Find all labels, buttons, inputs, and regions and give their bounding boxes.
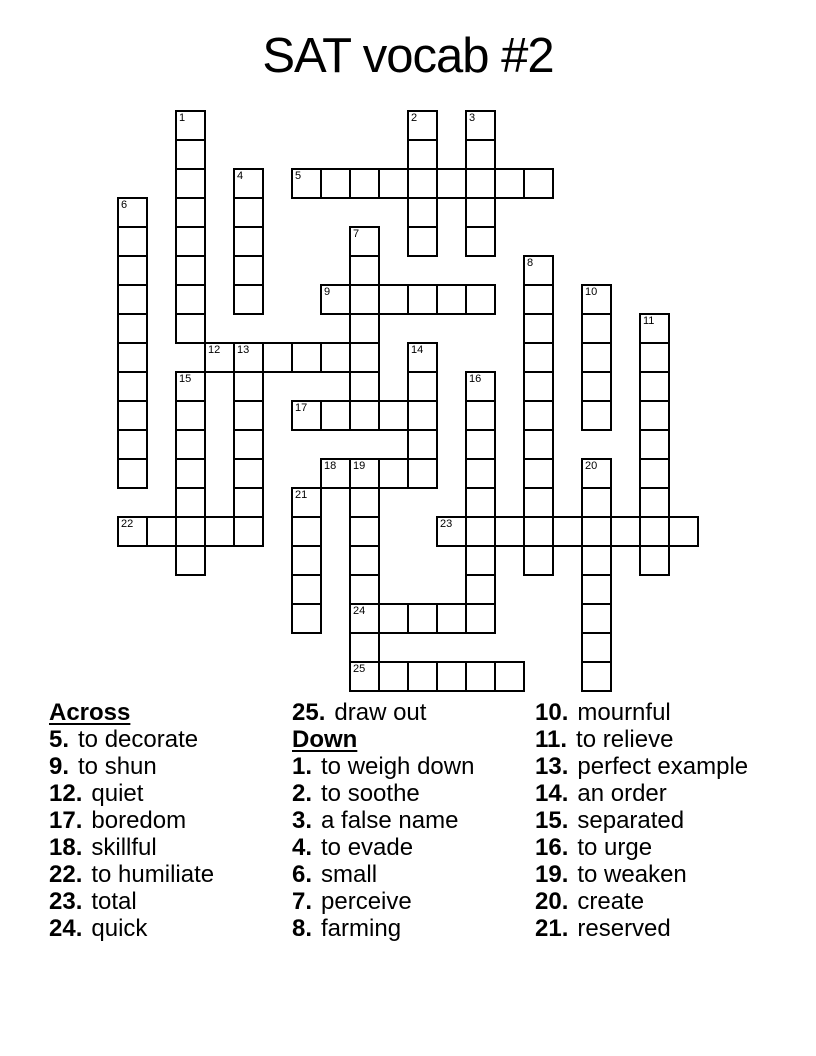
grid-cell <box>523 429 554 460</box>
grid-cell <box>291 168 322 199</box>
clue-text: separated <box>577 807 685 834</box>
grid-cell <box>581 661 612 692</box>
clue-item <box>292 807 534 834</box>
grid-cell <box>233 197 264 228</box>
clue-item <box>535 861 777 888</box>
cell-number: 11 <box>643 315 655 327</box>
cell-number: 25 <box>353 663 366 675</box>
grid-cell <box>407 197 438 228</box>
grid-cell <box>175 313 206 344</box>
grid-cell <box>465 226 496 257</box>
clues-column-3 <box>535 699 777 942</box>
grid-cell <box>291 574 322 605</box>
grid-cell <box>117 458 148 489</box>
grid-cell <box>291 400 322 431</box>
grid-cell <box>639 429 670 460</box>
grid-cell <box>349 487 380 518</box>
clue-text: to weigh down <box>321 753 475 780</box>
grid-cell <box>494 516 525 547</box>
clue-number: 24. <box>49 915 83 942</box>
cell-number: 14 <box>411 344 424 356</box>
clue-item <box>292 699 534 726</box>
grid-cell <box>523 458 554 489</box>
clue-text: reserved <box>577 915 671 942</box>
grid-cell <box>465 110 496 141</box>
cell-number: 19 <box>353 460 366 472</box>
cell-number: 24 <box>353 605 366 617</box>
grid-cell <box>581 603 612 634</box>
grid-cell <box>668 516 699 547</box>
grid-cell <box>349 574 380 605</box>
grid-cell <box>523 545 554 576</box>
grid-cell <box>581 458 612 489</box>
grid-cell <box>581 574 612 605</box>
grid-cell <box>175 226 206 257</box>
grid-cell <box>639 400 670 431</box>
clue-text: create <box>577 888 645 915</box>
grid-cell <box>204 516 235 547</box>
grid-cell <box>523 284 554 315</box>
grid-cell <box>349 661 380 692</box>
grid-cell <box>349 516 380 547</box>
clue-item <box>535 807 777 834</box>
cell-number: 2 <box>411 112 418 124</box>
clue-item <box>535 834 777 861</box>
clue-text: to humiliate <box>91 861 215 888</box>
clue-number: 19. <box>535 861 569 888</box>
grid-cell <box>175 487 206 518</box>
clue-number: 11. <box>535 726 568 753</box>
cell-number: 22 <box>121 518 134 530</box>
grid-cell <box>581 342 612 373</box>
puzzle-title: SAT vocab #2 <box>262 29 554 83</box>
grid-cell <box>639 487 670 518</box>
grid-cell <box>494 168 525 199</box>
grid-cell <box>233 400 264 431</box>
grid-cell <box>465 197 496 228</box>
grid-cell <box>552 516 583 547</box>
cell-number: 3 <box>469 112 476 124</box>
clues-across-header: Across <box>49 699 131 726</box>
clue-item <box>49 915 291 942</box>
grid-cell <box>436 661 467 692</box>
grid-cell <box>349 632 380 663</box>
clue-item <box>292 915 534 942</box>
clue-number: 7. <box>292 888 313 915</box>
grid-cell <box>407 342 438 373</box>
clue-number: 13. <box>535 753 569 780</box>
grid-cell <box>291 342 322 373</box>
grid-cell <box>175 168 206 199</box>
clue-item <box>535 780 777 807</box>
grid-cell <box>523 371 554 402</box>
grid-cell <box>407 371 438 402</box>
cell-number: 13 <box>237 344 250 356</box>
grid-cell <box>233 458 264 489</box>
grid-cell <box>581 313 612 344</box>
cell-number: 9 <box>324 286 331 298</box>
clue-text: small <box>321 861 378 888</box>
grid-cell <box>523 313 554 344</box>
clue-item <box>49 807 291 834</box>
grid-cell <box>610 516 641 547</box>
clue-number: 17. <box>49 807 83 834</box>
clues-column-1 <box>49 699 291 942</box>
grid-cell <box>581 516 612 547</box>
grid-cell <box>320 400 351 431</box>
clue-number: 4. <box>292 834 313 861</box>
cell-number: 23 <box>440 518 453 530</box>
grid-cell <box>349 400 380 431</box>
clue-item <box>535 726 777 753</box>
grid-cell <box>407 168 438 199</box>
grid-cell <box>175 429 206 460</box>
grid-cell <box>465 371 496 402</box>
grid-cell <box>581 284 612 315</box>
clue-number: 21. <box>535 915 569 942</box>
clue-number: 20. <box>535 888 569 915</box>
grid-cell <box>494 661 525 692</box>
grid-cell <box>378 603 409 634</box>
cell-number: 5 <box>295 170 302 182</box>
clue-number: 22. <box>49 861 83 888</box>
grid-cell <box>407 110 438 141</box>
grid-cell <box>233 168 264 199</box>
grid-cell <box>378 284 409 315</box>
grid-cell <box>320 342 351 373</box>
grid-cell <box>291 545 322 576</box>
grid-cell <box>175 458 206 489</box>
grid-cell <box>465 545 496 576</box>
clue-text: to evade <box>321 834 414 861</box>
grid-cell <box>349 226 380 257</box>
grid-cell <box>407 458 438 489</box>
clue-text: to relieve <box>576 726 674 753</box>
grid-cell <box>523 487 554 518</box>
grid-cell <box>407 400 438 431</box>
grid-cell <box>117 226 148 257</box>
cell-number: 17 <box>295 402 308 414</box>
grid-cell <box>639 458 670 489</box>
grid-cell <box>523 400 554 431</box>
clue-text: perfect example <box>577 753 749 780</box>
grid-cell <box>175 255 206 286</box>
clue-text: perceive <box>321 888 412 915</box>
clue-number: 12. <box>49 780 83 807</box>
clue-number: 6. <box>292 861 313 888</box>
grid-cell <box>639 516 670 547</box>
clue-number: 1. <box>292 753 313 780</box>
grid-cell <box>407 139 438 170</box>
clue-number: 8. <box>292 915 313 942</box>
grid-cell <box>349 545 380 576</box>
clue-text: total <box>91 888 137 915</box>
grid-cell <box>407 226 438 257</box>
grid-cell <box>407 429 438 460</box>
grid-cell <box>117 516 148 547</box>
clue-text: farming <box>321 915 402 942</box>
clue-item <box>292 753 534 780</box>
clue-number: 14. <box>535 780 569 807</box>
grid-cell <box>233 226 264 257</box>
clue-number: 2. <box>292 780 313 807</box>
crossword-grid <box>117 110 700 692</box>
grid-cell <box>581 487 612 518</box>
clue-item <box>535 915 777 942</box>
clues-down-header: Down <box>292 726 358 753</box>
grid-cell <box>465 429 496 460</box>
grid-cell <box>233 516 264 547</box>
grid-cell <box>233 255 264 286</box>
clue-number: 25. <box>292 699 326 726</box>
grid-cell <box>233 284 264 315</box>
cell-number: 21 <box>295 489 308 501</box>
clue-text: to urge <box>577 834 653 861</box>
clue-item <box>535 888 777 915</box>
grid-cell <box>581 545 612 576</box>
grid-cell <box>349 284 380 315</box>
clue-text: to shun <box>78 753 157 780</box>
clue-text: to soothe <box>321 780 420 807</box>
grid-cell <box>378 458 409 489</box>
grid-cell <box>465 487 496 518</box>
grid-cell <box>523 168 554 199</box>
clue-text: draw out <box>334 699 427 726</box>
grid-cell <box>639 342 670 373</box>
cell-number: 16 <box>469 373 482 385</box>
grid-cell <box>407 284 438 315</box>
grid-cell <box>117 371 148 402</box>
grid-cell <box>436 603 467 634</box>
grid-cell <box>349 342 380 373</box>
grid-cell <box>291 487 322 518</box>
clue-text: mournful <box>577 699 671 726</box>
cell-number: 6 <box>121 199 128 211</box>
grid-cell <box>320 284 351 315</box>
grid-cell <box>407 603 438 634</box>
grid-cell <box>378 661 409 692</box>
clue-item <box>535 753 777 780</box>
clue-item <box>49 780 291 807</box>
cell-number: 20 <box>585 460 598 472</box>
grid-cell <box>523 255 554 286</box>
clue-text: to weaken <box>577 861 687 888</box>
grid-cell <box>465 168 496 199</box>
grid-cell <box>465 284 496 315</box>
clue-text: an order <box>577 780 667 807</box>
grid-cell <box>146 516 177 547</box>
grid-cell <box>117 197 148 228</box>
clue-number: 5. <box>49 726 70 753</box>
grid-cell <box>378 400 409 431</box>
clue-number: 16. <box>535 834 569 861</box>
grid-cell <box>320 168 351 199</box>
clue-text: a false name <box>321 807 459 834</box>
grid-cell <box>175 400 206 431</box>
clue-item <box>292 780 534 807</box>
clue-item <box>49 726 291 753</box>
clue-number: 15. <box>535 807 569 834</box>
clue-item <box>49 888 291 915</box>
clue-item <box>49 834 291 861</box>
grid-cell <box>407 661 438 692</box>
clues-column-2 <box>292 699 534 942</box>
grid-cell <box>349 603 380 634</box>
grid-cell <box>117 429 148 460</box>
grid-cell <box>233 429 264 460</box>
grid-cell <box>349 168 380 199</box>
clue-item <box>49 861 291 888</box>
grid-cell <box>175 284 206 315</box>
grid-cell <box>175 371 206 402</box>
cell-number: 18 <box>324 460 337 472</box>
grid-cell <box>117 313 148 344</box>
grid-cell <box>436 168 467 199</box>
grid-cell <box>581 632 612 663</box>
clue-text: quick <box>91 915 148 942</box>
grid-cell <box>436 284 467 315</box>
cell-number: 4 <box>237 170 244 182</box>
cell-number: 7 <box>353 228 360 240</box>
grid-cell <box>291 603 322 634</box>
grid-cell <box>349 458 380 489</box>
grid-cell <box>117 255 148 286</box>
grid-cell <box>465 516 496 547</box>
clue-number: 9. <box>49 753 70 780</box>
cell-number: 10 <box>585 286 598 298</box>
cell-number: 12 <box>208 344 221 356</box>
clue-number: 3. <box>292 807 313 834</box>
grid-cell <box>233 371 264 402</box>
grid-cell <box>233 342 264 373</box>
grid-cell <box>436 516 467 547</box>
grid-cell <box>639 313 670 344</box>
grid-cell <box>175 110 206 141</box>
grid-cell <box>320 458 351 489</box>
grid-cell <box>378 168 409 199</box>
grid-cell <box>117 400 148 431</box>
clue-number: 10. <box>535 699 569 726</box>
cell-number: 15 <box>179 373 192 385</box>
grid-cell <box>465 603 496 634</box>
grid-cell <box>349 313 380 344</box>
clue-item <box>535 699 777 726</box>
grid-cell <box>117 342 148 373</box>
clue-number: 23. <box>49 888 83 915</box>
grid-cell <box>233 487 264 518</box>
clue-number: 18. <box>49 834 83 861</box>
cell-number: 8 <box>527 257 534 269</box>
clue-item <box>292 834 534 861</box>
grid-cell <box>581 400 612 431</box>
grid-cell <box>175 516 206 547</box>
clue-text: boredom <box>91 807 187 834</box>
clue-item <box>49 753 291 780</box>
grid-cell <box>523 342 554 373</box>
grid-cell <box>465 574 496 605</box>
grid-cell <box>175 545 206 576</box>
grid-cell <box>465 661 496 692</box>
grid-cell <box>117 284 148 315</box>
grid-cell <box>465 139 496 170</box>
clue-item <box>292 861 534 888</box>
grid-cell <box>349 255 380 286</box>
grid-cell <box>175 197 206 228</box>
grid-cell <box>204 342 235 373</box>
grid-cell <box>639 545 670 576</box>
grid-cell <box>581 371 612 402</box>
clue-text: to decorate <box>78 726 199 753</box>
grid-cell <box>262 342 293 373</box>
grid-cell <box>349 371 380 402</box>
grid-cell <box>291 516 322 547</box>
cell-number: 1 <box>179 112 186 124</box>
grid-cell <box>523 516 554 547</box>
clue-text: quiet <box>91 780 144 807</box>
grid-cell <box>465 458 496 489</box>
clue-item <box>292 888 534 915</box>
grid-cell <box>465 400 496 431</box>
grid-cell <box>639 371 670 402</box>
grid-cell <box>175 139 206 170</box>
clue-text: skillful <box>91 834 157 861</box>
